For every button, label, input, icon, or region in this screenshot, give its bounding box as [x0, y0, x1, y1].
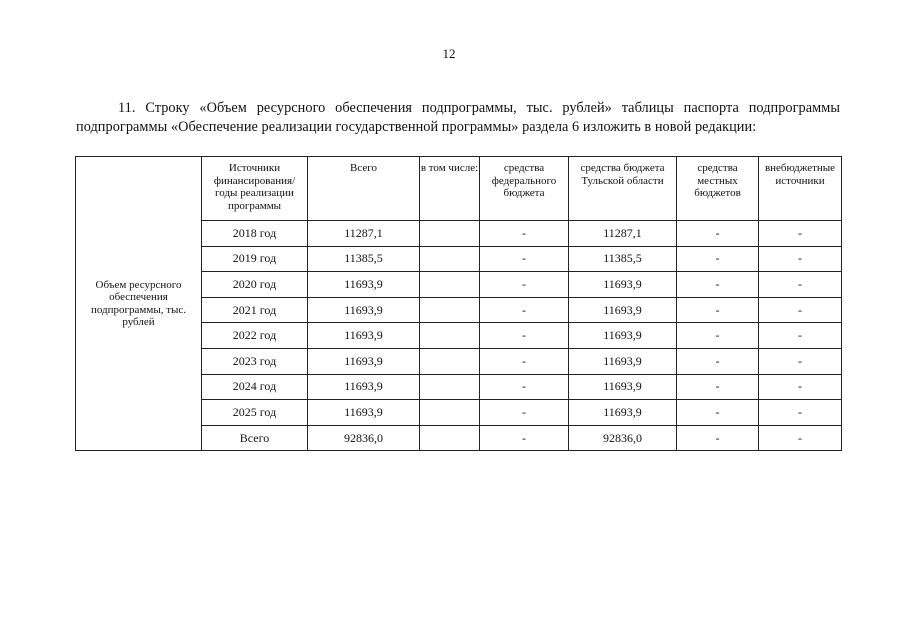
row-local: - [677, 400, 759, 426]
row-including [420, 425, 480, 451]
header-sources: Источники финансирования/ годы реализации программы [202, 157, 308, 221]
row-federal: - [480, 272, 569, 298]
row-regional: 11693,9 [569, 323, 677, 349]
row-label: 2022 год [202, 323, 308, 349]
row-local: - [677, 297, 759, 323]
table-body [76, 157, 842, 451]
row-federal: - [480, 297, 569, 323]
row-including [420, 348, 480, 374]
row-total: 11385,5 [308, 246, 420, 272]
header-local: средства местных бюджетов [677, 157, 759, 221]
row-including [420, 297, 480, 323]
header-extrabudget: внебюджетные источники [759, 157, 842, 221]
row-regional: 11287,1 [569, 221, 677, 247]
row-total: 11693,9 [308, 400, 420, 426]
row-extrabudget: - [759, 297, 842, 323]
row-local: - [677, 323, 759, 349]
row-local: - [677, 374, 759, 400]
row-label: 2018 год [202, 221, 308, 247]
row-extrabudget: - [759, 374, 842, 400]
row-including [420, 323, 480, 349]
row-extrabudget: - [759, 425, 842, 451]
row-federal: - [480, 246, 569, 272]
row-extrabudget: - [759, 246, 842, 272]
row-extrabudget: - [759, 323, 842, 349]
row-label: 2021 год [202, 297, 308, 323]
row-federal: - [480, 400, 569, 426]
page-number: 12 [442, 46, 456, 61]
row-extrabudget: - [759, 221, 842, 247]
row-regional: 11693,9 [569, 348, 677, 374]
header-resource-volume: Объем ресурсного обеспечения подпрограммы, тыс. рублей [76, 157, 202, 451]
row-including [420, 272, 480, 298]
row-including [420, 221, 480, 247]
row-including [420, 374, 480, 400]
amendment-paragraph: 11. Строку «Объем ресурсного обеспечения подпрограммы, тыс. рублей» таблицы паспорта подпрограммы подпрограммы «Обеспечение реализации государственной программы» раздела 6 изложить в новой редакции: [76, 100, 840, 135]
header-federal: средства федерального бюджета [480, 157, 569, 221]
row-label: 2019 год [202, 246, 308, 272]
row-total: 92836,0 [308, 425, 420, 451]
row-local: - [677, 348, 759, 374]
row-federal: - [480, 221, 569, 247]
row-local: - [677, 272, 759, 298]
row-regional: 11693,9 [569, 374, 677, 400]
row-federal: - [480, 425, 569, 451]
header-total: Всего [308, 157, 420, 221]
row-label: 2025 год [202, 400, 308, 426]
row-local: - [677, 221, 759, 247]
row-including [420, 246, 480, 272]
row-federal: - [480, 348, 569, 374]
row-federal: - [480, 323, 569, 349]
row-extrabudget: - [759, 272, 842, 298]
row-total: 11693,9 [308, 323, 420, 349]
row-local: - [677, 246, 759, 272]
header-including: в том числе: [420, 157, 480, 221]
row-total: 11693,9 [308, 374, 420, 400]
row-regional: 11693,9 [569, 297, 677, 323]
row-label: 2023 год [202, 348, 308, 374]
row-including [420, 400, 480, 426]
table-header-row [76, 157, 842, 221]
row-regional: 11385,5 [569, 246, 677, 272]
row-extrabudget: - [759, 348, 842, 374]
row-extrabudget: - [759, 400, 842, 426]
row-regional: 92836,0 [569, 425, 677, 451]
row-label: Всего [202, 425, 308, 451]
row-regional: 11693,9 [569, 400, 677, 426]
row-label: 2024 год [202, 374, 308, 400]
header-regional: средства бюджета Тульской области [569, 157, 677, 221]
row-total: 11693,9 [308, 348, 420, 374]
row-total: 11693,9 [308, 272, 420, 298]
row-total: 11287,1 [308, 221, 420, 247]
row-federal: - [480, 374, 569, 400]
row-local: - [677, 425, 759, 451]
resource-table [75, 156, 842, 451]
row-label: 2020 год [202, 272, 308, 298]
row-total: 11693,9 [308, 297, 420, 323]
row-regional: 11693,9 [569, 272, 677, 298]
